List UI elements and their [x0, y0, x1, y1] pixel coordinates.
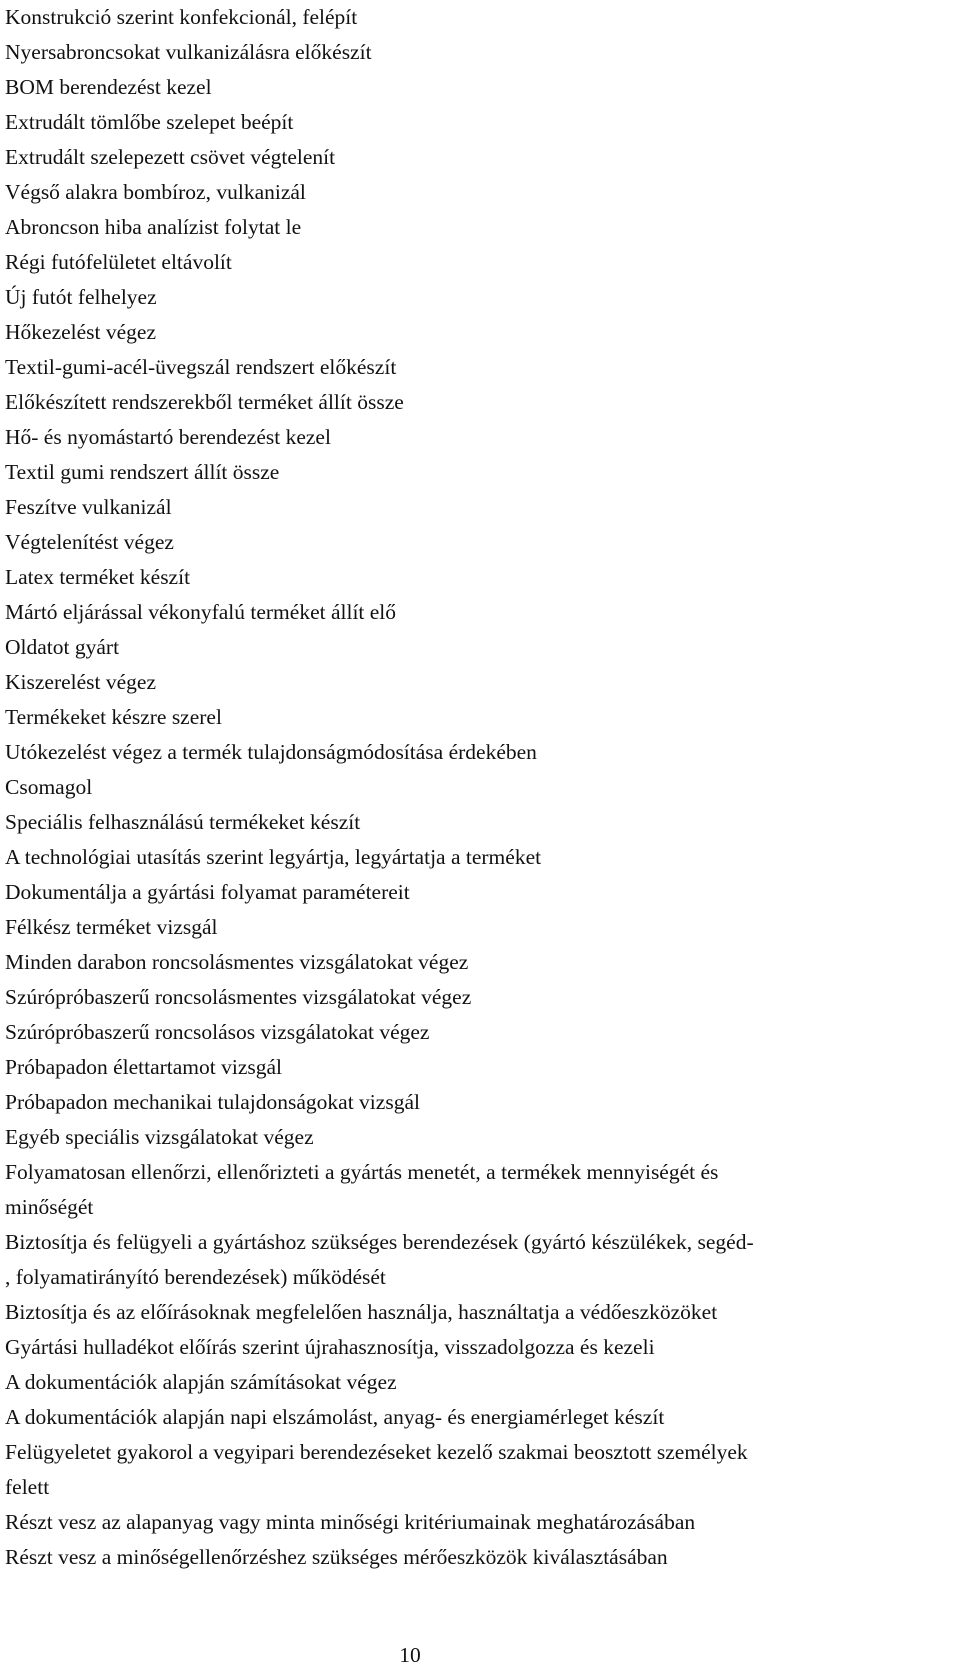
- task-line: Végső alakra bombíroz, vulkanizál: [5, 180, 306, 204]
- task-line: Speciális felhasználású termékeket készít: [5, 810, 361, 834]
- task-line: Abroncson hiba analízist folytat le: [5, 215, 302, 239]
- task-line: A technológiai utasítás szerint legyártja, legyártatja a terméket: [5, 845, 542, 869]
- task-line: minőségét: [5, 1195, 94, 1219]
- task-line: Csomagol: [5, 775, 93, 799]
- task-line: Szúrópróbaszerű roncsolásos vizsgálatokat végez: [5, 1020, 430, 1044]
- task-line: Részt vesz a minőségellenőrzéshez szükséges mérőeszközök kiválasztásában: [5, 1545, 668, 1569]
- task-line: A dokumentációk alapján számításokat végez: [5, 1370, 397, 1394]
- task-line: Nyersabroncsokat vulkanizálásra előkészít: [5, 40, 372, 64]
- page-number: 10: [399, 1643, 421, 1667]
- task-line: Új futót felhelyez: [5, 285, 157, 309]
- task-line: Biztosítja és az előírásoknak megfelelően használja, használtatja a védőeszközöket: [5, 1300, 718, 1324]
- task-line: Kiszerelést végez: [5, 670, 157, 694]
- task-line: Felügyeletet gyakorol a vegyipari berendezéseket kezelő szakmai beosztott személyek: [5, 1440, 748, 1464]
- task-line: Termékeket készre szerel: [5, 705, 222, 729]
- task-line: Hő- és nyomástartó berendezést kezel: [5, 425, 331, 449]
- task-line: Minden darabon roncsolásmentes vizsgálatokat végez: [5, 950, 469, 974]
- task-line: Latex terméket készít: [5, 565, 191, 589]
- task-line: Folyamatosan ellenőrzi, ellenőrizteti a gyártás menetét, a termékek mennyiségét és: [5, 1160, 719, 1184]
- task-line: Extrudált tömlőbe szelepet beépít: [5, 110, 294, 134]
- task-line: , folyamatirányító berendezések) működését: [5, 1265, 386, 1289]
- task-line: Részt vesz az alapanyag vagy minta minőségi kritériumainak meghatározásában: [5, 1510, 696, 1534]
- task-line: Konstrukció szerint konfekcionál, felépít: [5, 5, 358, 29]
- task-line: Extrudált szelepezett csövet végtelenít: [5, 145, 336, 169]
- task-line: Textil-gumi-acél-üvegszál rendszert előkészít: [5, 355, 397, 379]
- task-line: Oldatot gyárt: [5, 635, 120, 659]
- task-line: Próbapadon élettartamot vizsgál: [5, 1055, 283, 1079]
- task-line: Biztosítja és felügyeli a gyártáshoz szükséges berendezések (gyártó készülékek, segéd-: [5, 1230, 754, 1254]
- task-line: Régi futófelületet eltávolít: [5, 250, 232, 274]
- task-line: BOM berendezést kezel: [5, 75, 212, 99]
- task-line: Utókezelést végez a termék tulajdonságmódosítása érdekében: [5, 740, 537, 764]
- task-line: Feszítve vulkanizál: [5, 495, 172, 519]
- task-line: Próbapadon mechanikai tulajdonságokat vizsgál: [5, 1090, 420, 1114]
- task-line: Dokumentálja a gyártási folyamat paramétereit: [5, 880, 410, 904]
- task-line: Hőkezelést végez: [5, 320, 157, 344]
- task-line: A dokumentációk alapján napi elszámolást, anyag- és energiamérleget készít: [5, 1405, 665, 1429]
- task-line: Előkészített rendszerekből terméket állít össze: [5, 390, 404, 414]
- task-line: Egyéb speciális vizsgálatokat végez: [5, 1125, 314, 1149]
- task-list: [5, 0, 960, 1575]
- task-line: Végtelenítést végez: [5, 530, 174, 554]
- task-line: Mártó eljárással vékonyfalú terméket állít elő: [5, 600, 397, 624]
- task-line: felett: [5, 1475, 50, 1499]
- task-line: Szúrópróbaszerű roncsolásmentes vizsgálatokat végez: [5, 985, 472, 1009]
- task-line: Félkész terméket vizsgál: [5, 915, 218, 939]
- task-line: Gyártási hulladékot előírás szerint újrahasznosítja, visszadolgozza és kezeli: [5, 1335, 655, 1359]
- task-line: Textil gumi rendszert állít össze: [5, 460, 280, 484]
